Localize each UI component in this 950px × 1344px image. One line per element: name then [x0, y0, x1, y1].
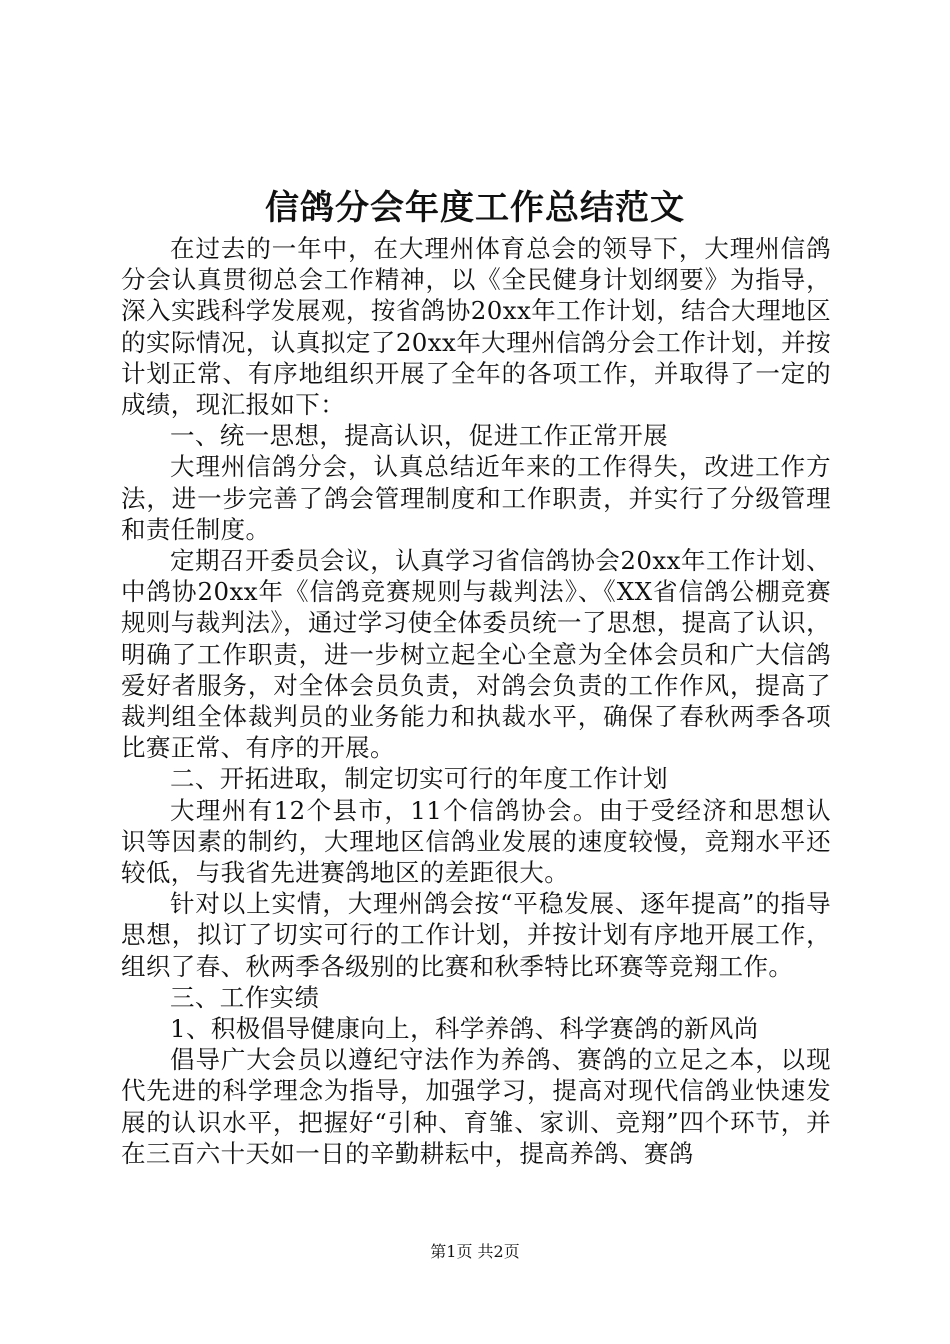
page-footer: 第1页 共2页: [430, 1242, 520, 1261]
paragraph: 大理州有12个县市，11个信鸽协会。由于受经济和思想认识等因素的制约，大理地区信鸽业发展的速度较慢，竞翔水平还较低，与我省先进赛鸽地区的差距很大。: [121, 795, 831, 888]
subsection-heading-1: 1、积极倡导健康向上，科学养鸽、科学赛鸽的新风尚: [170, 1014, 759, 1044]
document-body: [121, 233, 831, 1169]
paragraph: 定期召开委员会议，认真学习省信鸽协会20xx年工作计划、中鸽协20xx年《信鸽竞赛规则与裁判法》、《XX省信鸽公棚竞赛规则与裁判法》，通过学习使全体委员统一了思想，提高了认识，明确了工作职责，进一步树立起全心全意为全体会员和广大信鸽爱好者服务，对全体会员负责，对鸽会负责的工作作风，提高了裁判组全体裁判员的业务能力和执裁水平，确保了春秋两季各项比赛正常、有序的开展。: [121, 546, 831, 763]
paragraph: 大理州信鸽分会，认真总结近年来的工作得失，改进工作方法，进一步完善了鸽会管理制度和工作职责，并实行了分级管理和责任制度。: [121, 452, 831, 544]
paragraph: 倡导广大会员以遵纪守法作为养鸽、赛鸽的立足之本，以现代先进的科学理念为指导，加强学习，提高对现代信鸽业快速发展的认识水平，把握好“引种、育雏、家训、竞翔”四个环节，并在三百六十天如一日的辛勤耕耘中，提高养鸽、赛鸽: [121, 1045, 831, 1168]
section-heading-3: 三、工作实绩: [170, 982, 320, 1012]
section-heading-2: 二、开拓进取，制定切实可行的年度工作计划: [170, 764, 668, 794]
paragraph: 针对以上实情，大理州鸽会按“平稳发展、逐年提高”的指导思想，拟订了切实可行的工作计划，并按计划有序地开展工作，组织了春、秋两季各级别的比赛和秋季特比环赛等竞翔工作。: [121, 889, 831, 981]
document-title: 信鸽分会年度工作总结范文: [265, 188, 685, 228]
section-heading-1: 一、统一思想，提高认识，促进工作正常开展: [170, 421, 668, 451]
paragraph-intro: 在过去的一年中，在大理州体育总会的领导下，大理州信鸽分会认真贯彻总会工作精神，以《全民健身计划纲要》为指导，深入实践科学发展观，按省鸽协20xx年工作计划，结合大理地区的实际情况，认真拟定了20xx年大理州信鸽分会工作计划，并按计划正常、有序地组织开展了全年的各项工作，并取得了一定的成绩，现汇报如下：: [121, 234, 831, 420]
